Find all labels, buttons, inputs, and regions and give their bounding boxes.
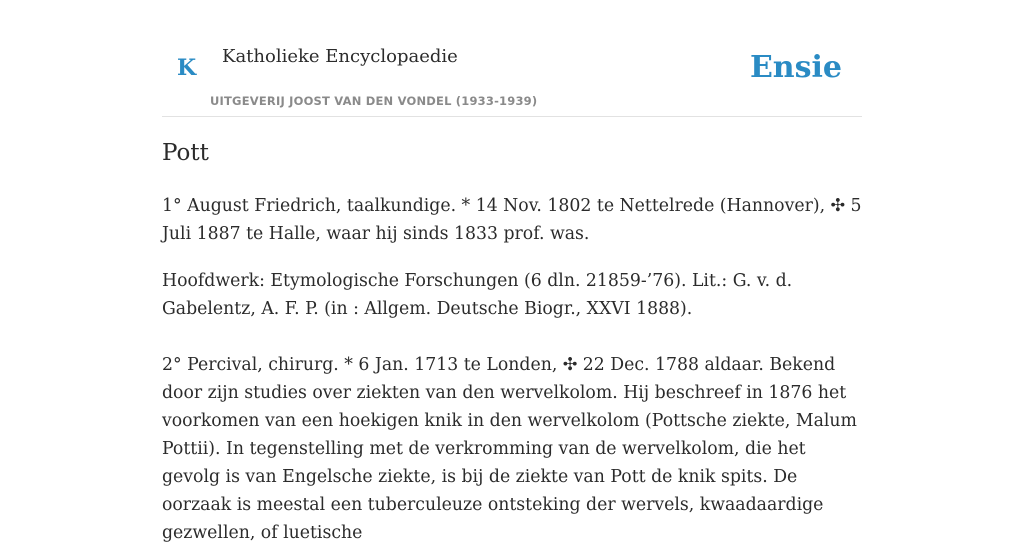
page-content: [162, 0, 862, 543]
entry-paragraph-3: 2° Percival, chirurg. * 6 Jan. 1713 te Londen, ✣ 22 Dec. 1788 aldaar. Bekend door zijn studies over ziekten van den wervelkolom. Hij beschreef in 1876 het voorkomen van een hoekigen knik in den wervelkolom (Pottsche ziekte, Malum Pottii). In tegenstelling met de verkromming van de wervelkolom, die het gevolg is van Engelsche ziekte, is bij de ziekte van Pott de knik spits. De oorzaak is meestal een tuberculeuze ontsteking der wervels, kwaadaardige gezwellen, of luetische: [162, 355, 857, 543]
encyclopedia-logo[interactable]: K: [177, 55, 197, 81]
site-header: [162, 0, 862, 117]
entry-paragraph-2: Hoofdwerk: Etymologische Forschungen (6 dln. 21859-’76). Lit.: G. v. d. Gabelentz, A. F. P. (in : Allgem. Deutsche Biogr., XXVI 1888).: [162, 271, 793, 319]
entry-paragraph-1: 1° August Friedrich, taalkundige. * 14 Nov. 1802 te Nettelrede (Hannover), ✣ 5 Juli 1887 te Halle, waar hij sinds 1833 prof. was.: [162, 196, 862, 244]
site-title[interactable]: Katholieke Encyclopaedie: [222, 46, 458, 67]
ensie-brand-link[interactable]: Ensie: [749, 50, 842, 85]
publisher-subtitle: UITGEVERIJ JOOST VAN DEN VONDEL (1933-1939): [210, 94, 538, 108]
entry-title: Pott: [162, 140, 209, 166]
